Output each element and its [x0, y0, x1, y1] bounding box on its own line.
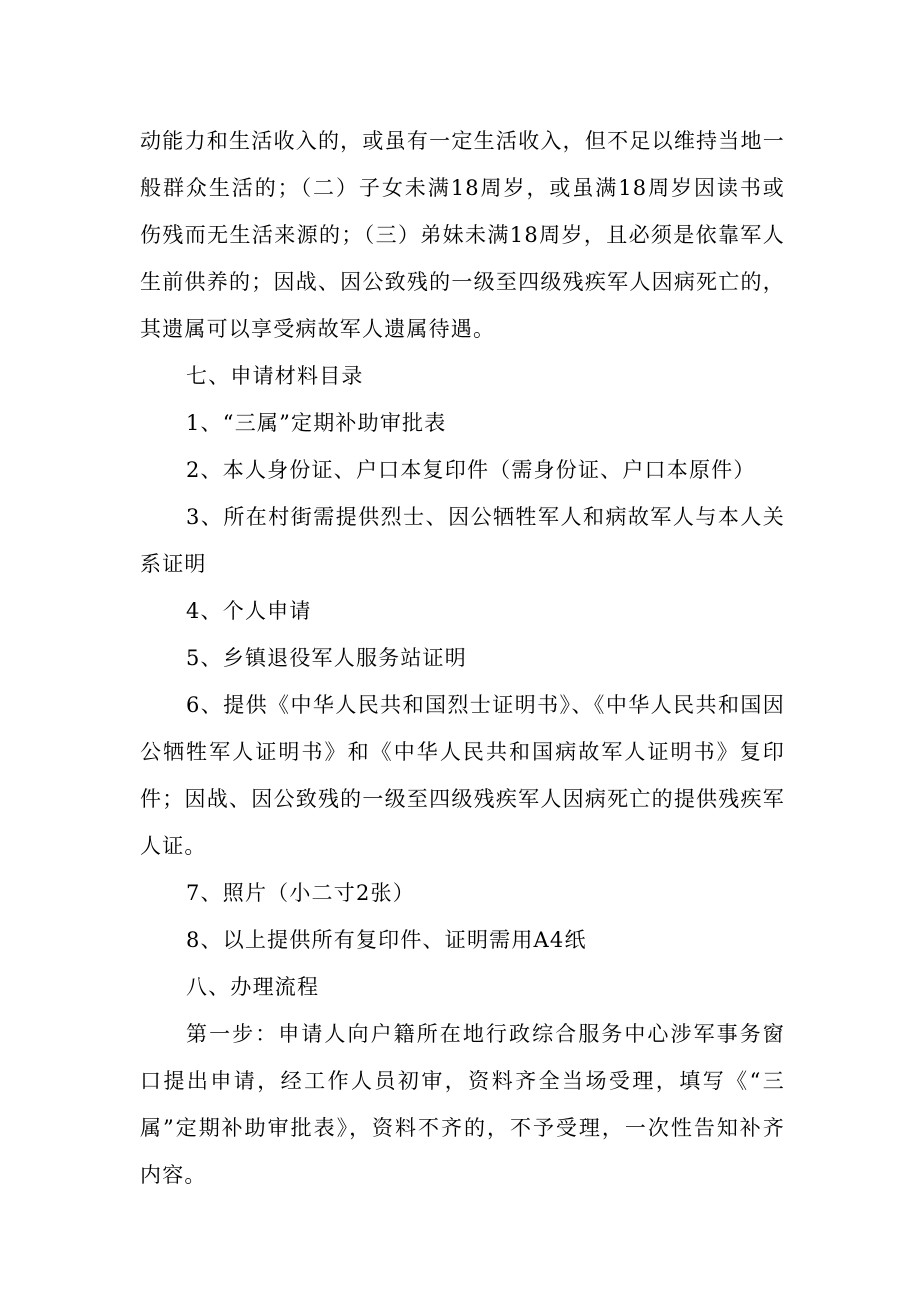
list-item-material-3: 3、所在村街需提供烈士、因公牺牲军人和病故军人与本人关系证明	[140, 505, 785, 576]
document-body	[140, 118, 785, 1199]
section-heading-materials: 七、申请材料目录	[186, 364, 364, 388]
list-item-material-1: 1、“三属”定期补助审批表	[186, 411, 447, 435]
list-item-material-7: 7、照片（小二寸2张）	[186, 881, 415, 905]
list-item-material-6: 6、提供《中华人民共和国烈士证明书》、《中华人民共和国因公牺牲军人证明书》和《中华人民共和国病故军人证明书》复印件；因战、因公致残的一级至四级残疾军人因病死亡的提供残疾军人证。	[140, 693, 785, 858]
list-item-material-4: 4、个人申请	[186, 599, 312, 623]
list-item-material-8: 8、以上提供所有复印件、证明需用A4纸	[186, 928, 587, 952]
paragraph-eligibility-continued: 动能力和生活收入的，或虽有一定生活收入，但不足以维持当地一般群众生活的；（二）子女未满18周岁，或虽满18周岁因读书或伤残而无生活来源的；（三）弟妹未满18周岁，且必须是依靠军人生前供养的；因战、因公致残的一级至四级残疾军人因病死亡的，其遗属可以享受病故军人遗属待遇。	[140, 129, 785, 341]
list-item-material-5: 5、乡镇退役军人服务站证明	[186, 646, 467, 670]
list-item-material-2: 2、本人身份证、户口本复印件（需身份证、户口本原件）	[186, 458, 756, 482]
section-heading-process: 八、办理流程	[186, 975, 320, 999]
process-step-1: 第一步：申请人向户籍所在地行政综合服务中心涉军事务窗口提出申请，经工作人员初审，资料齐全当场受理，填写《“三属”定期补助审批表》，资料不齐的，不予受理，一次性告知补齐内容。	[140, 1022, 785, 1187]
